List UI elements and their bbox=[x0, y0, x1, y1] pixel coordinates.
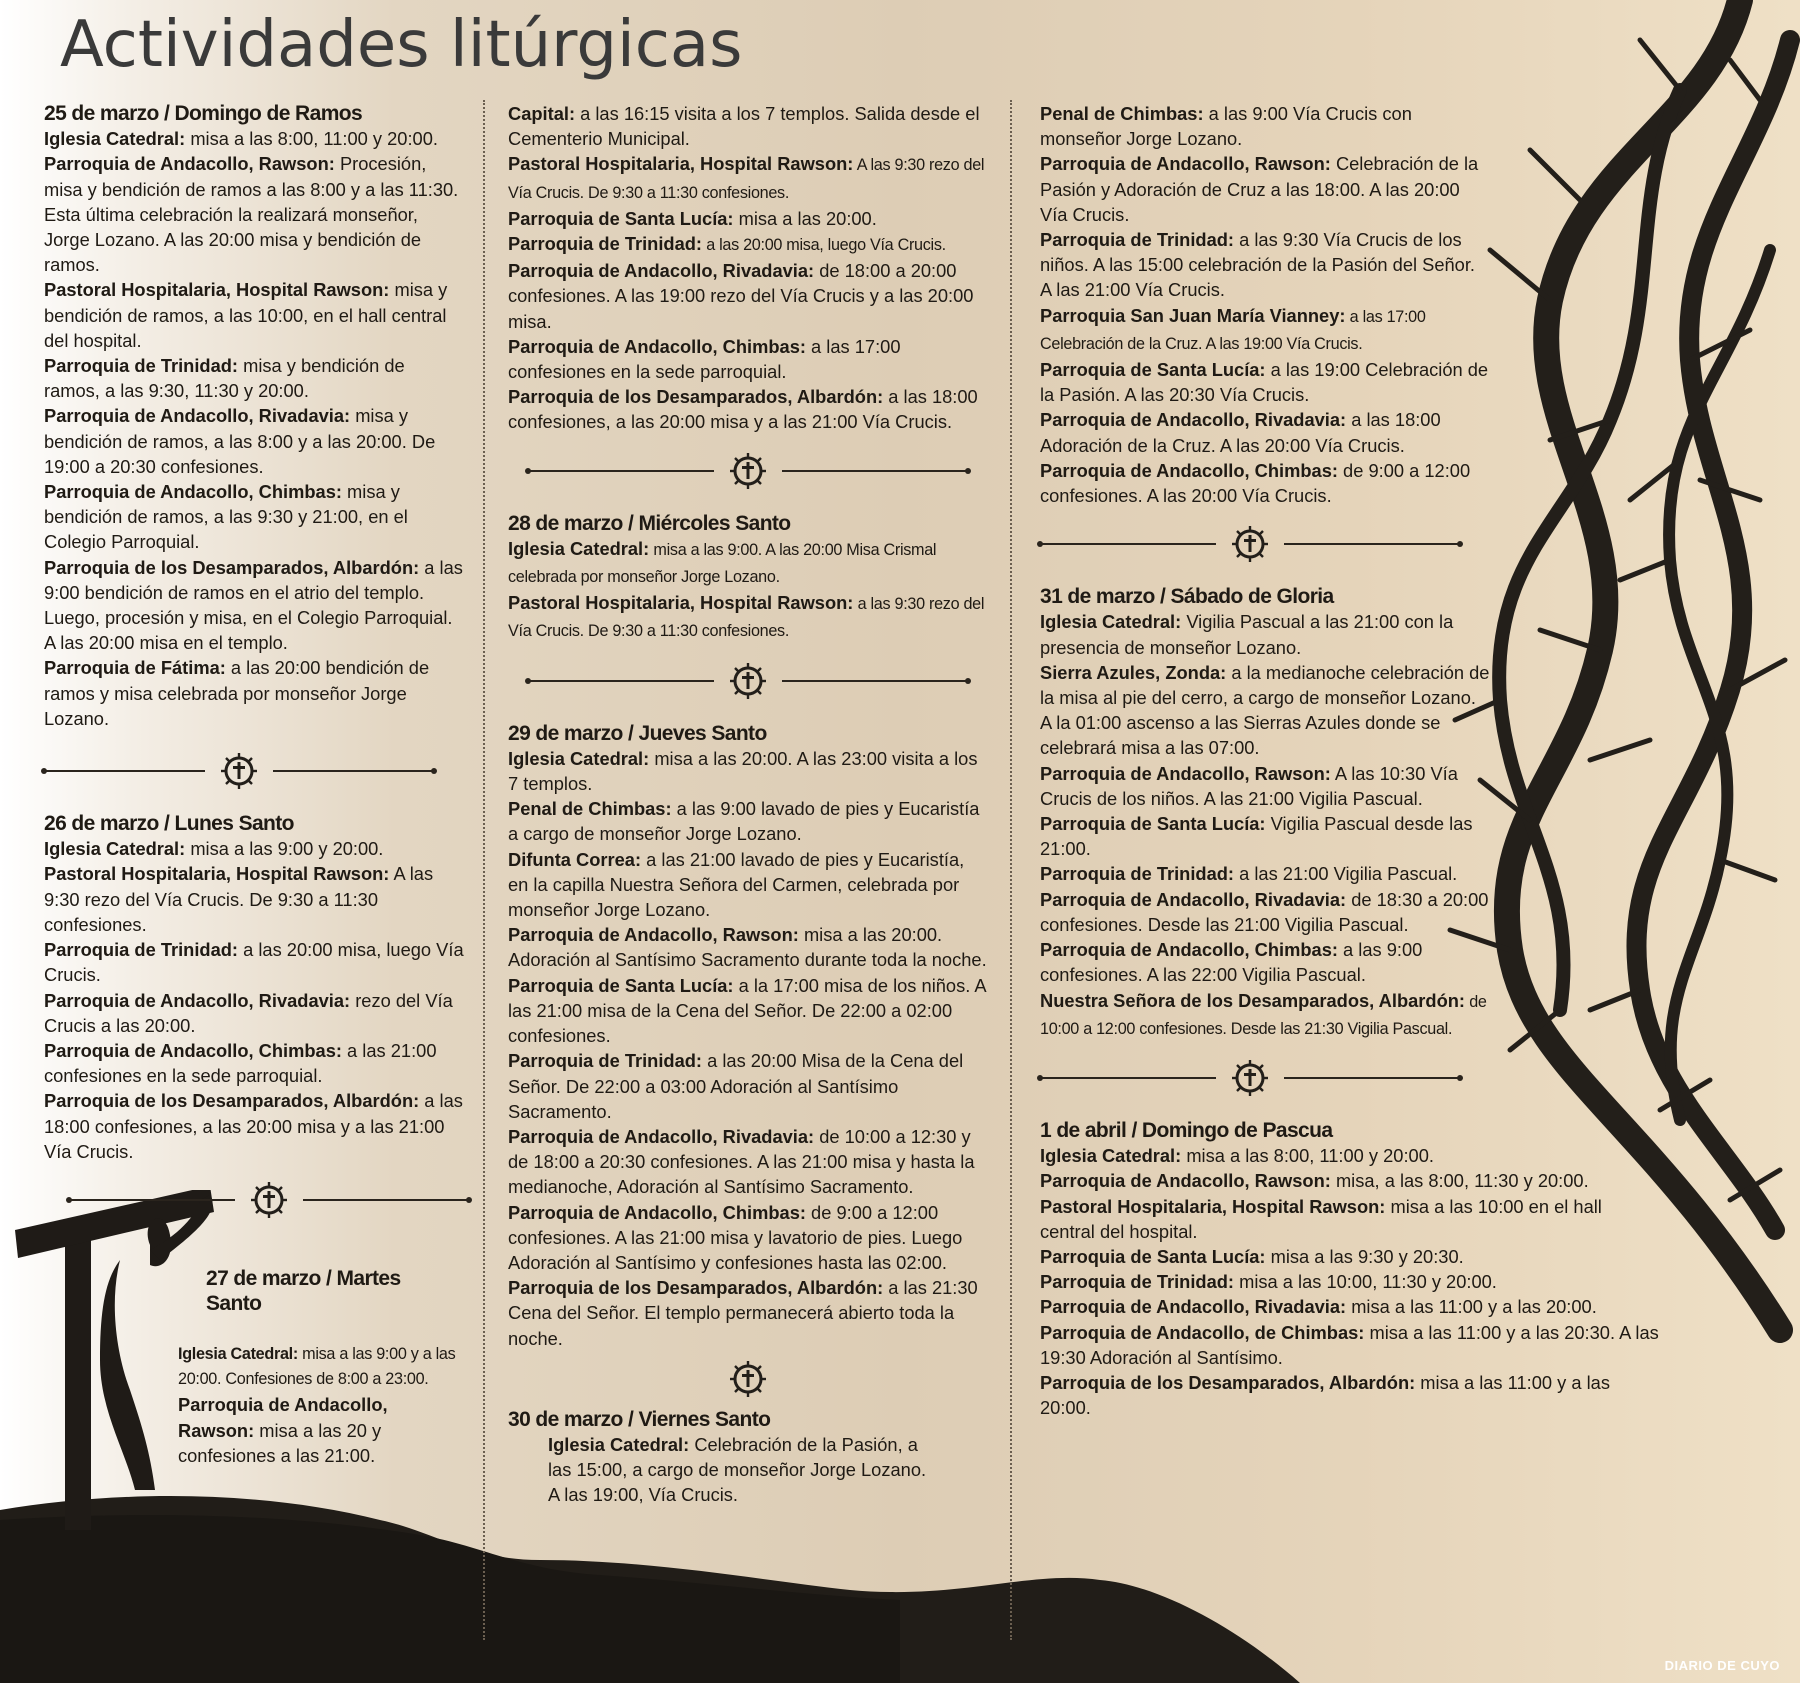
entries-d25 bbox=[44, 126, 464, 731]
entry: Parroquia de Andacollo, Chimbas: a las 9:00 confesiones. A las 22:00 Vigilia Pascual. bbox=[1040, 939, 1423, 986]
entry: Parroquia de Andacollo, Chimbas: a las 21:00 confesiones en la sede parroquial. bbox=[44, 1039, 437, 1087]
column-1 bbox=[44, 101, 464, 1240]
entry: Iglesia Catedral: Vigilia Pascual a las 21:00 con la presencia de monseñor Lozano. bbox=[1040, 611, 1454, 658]
entry: Parroquia de Andacollo, Chimbas: de 9:00 a 12:00 confesiones. A las 20:00 Vía Crucis. bbox=[1040, 459, 1471, 507]
entry: Parroquia de Andacollo, Rawson: Celebración de la Pasión y Adoración de Cruz a las 18:00. A las 20:00 Vía Crucis. bbox=[1040, 153, 1479, 225]
entry: Pastoral Hospitalaria, Hospital Rawson: A las 9:30 rezo del Vía Crucis. De 9:30 a 11:30 confesiones. bbox=[44, 863, 434, 935]
entry: Parroquia de Andacollo, Rivadavia: misa y bendición de ramos, a las 8:00 y a las 20:00. De 19:00 a 20:30 confesiones. bbox=[44, 405, 436, 477]
crown-cross-icon bbox=[1230, 524, 1270, 564]
section-separator bbox=[69, 1180, 469, 1220]
entry: Parroquia de Trinidad: a las 21:00 Vigilia Pascual. bbox=[1040, 863, 1458, 885]
entry: Pastoral Hospitalaria, Hospital Rawson: A las 9:30 rezo del Vía Crucis. De 9:30 a 11:30 confesiones. bbox=[508, 153, 985, 202]
entry: Parroquia de Andacollo, Rivadavia: de 18:00 a 20:00 confesiones. A las 19:00 rezo del Vía Crucis y a las 20:00 misa. bbox=[508, 260, 974, 332]
entry: Parroquia de los Desamparados, Albardón: a las 18:00 confesiones, a las 20:00 misa y a las 21:00 Vía Crucis. bbox=[44, 1090, 463, 1162]
entry: Parroquia de Andacollo, Chimbas: a las 17:00 confesiones en la sede parroquial. bbox=[508, 335, 901, 383]
entry: Parroquia de Santa Lucía: misa a las 20:00. bbox=[508, 207, 877, 229]
entry: Parroquia de Trinidad: misa a las 10:00, 11:30 y 20:00. bbox=[1040, 1271, 1497, 1293]
section-separator bbox=[528, 1359, 968, 1399]
entry: Difunta Correa: a las 21:00 lavado de pies y Eucaristía, en la capilla Nuestra Señora del Carmen, celebrada por monseñor Jorge Lozano. bbox=[508, 848, 965, 921]
column-2 bbox=[508, 101, 988, 1508]
entry: Parroquia de Andacollo, Rawson: misa a las 20:00. Adoración al Santísimo Sacramento durante toda la noche. bbox=[508, 924, 987, 971]
entry: Parroquia de los Desamparados, Albardón: a las 9:00 bendición de ramos en el atrio del templo. Luego, procesión y misa, en el Colegio Parroquial. A las 20:00 misa en el templo. bbox=[44, 556, 463, 654]
entry: Sierra Azules, Zonda: a la medianoche celebración de la misa al pie del cerro, a cargo de monseñor Lozano. A la 01:00 ascenso a las Sierras Azules donde se celebrará misa a las 07:00. bbox=[1040, 661, 1490, 759]
crown-cross-icon bbox=[1230, 1058, 1270, 1098]
section-heading: 25 de marzo / Domingo de Ramos bbox=[44, 102, 363, 125]
entry: Pastoral Hospitalaria, Hospital Rawson: misa y bendición de ramos, a las 10:00, en el hall central del hospital. bbox=[44, 279, 448, 351]
entry: Parroquia de Trinidad: a las 9:30 Vía Crucis de los niños. A las 15:00 celebración de la Pasión del Señor. A las 21:00 Vía Crucis. bbox=[1040, 229, 1475, 301]
entry: Parroquia de los Desamparados, Albardón: misa a las 11:00 y a las 20:00. bbox=[1040, 1371, 1610, 1419]
entry: Parroquia de Santa Lucía: misa a las 9:30 y 20:30. bbox=[1040, 1245, 1464, 1267]
entries-d26 bbox=[44, 836, 464, 1164]
section-heading: 30 de marzo / Viernes Santo bbox=[508, 1407, 771, 1431]
entry: Parroquia de Andacollo, de Chimbas: misa a las 11:00 y a las 20:30. A las 19:30 Adoración al Santísimo. bbox=[1040, 1321, 1659, 1368]
entries-d1 bbox=[1040, 1143, 1660, 1420]
entry: Penal de Chimbas: a las 9:00 Vía Crucis con monseñor Jorge Lozano. bbox=[1040, 103, 1412, 150]
section-heading: 27 de marzo / Martes Santo bbox=[206, 1267, 401, 1315]
column-3 bbox=[1040, 101, 1659, 1420]
crown-cross-icon bbox=[728, 1359, 768, 1399]
section-separator bbox=[1040, 1058, 1460, 1098]
source-credit: DIARIO DE CUYO bbox=[1664, 1658, 1780, 1673]
entry: Parroquia de Trinidad: a las 20:00 misa, luego Vía Crucis. bbox=[508, 233, 946, 255]
entry: Capital: a las 16:15 visita a los 7 templos. Salida desde el Cementerio Municipal. bbox=[508, 103, 980, 150]
entry: Parroquia de Andacollo, Rivadavia: a las 18:00 Adoración de la Cruz. A las 20:00 Vía Crucis. bbox=[1040, 409, 1441, 456]
entry: Parroquia de Fátima: a las 20:00 bendición de ramos y misa celebrada por monseñor Jorge Lozano. bbox=[44, 657, 430, 729]
entry: Parroquia de Andacollo, Rivadavia: de 18:30 a 20:00 confesiones. Desde las 21:00 Vigilia Pascual. bbox=[1040, 888, 1489, 935]
entries-d31 bbox=[1040, 609, 1490, 1041]
entry: Parroquia de Trinidad: misa y bendición de ramos, a las 9:30, 11:30 y 20:00. bbox=[44, 355, 405, 402]
page-title: Actividades litúrgicas bbox=[60, 8, 743, 82]
section-separator bbox=[1040, 524, 1460, 564]
entry: Iglesia Catedral: Celebración de la Pasión, a las 15:00, a cargo de monseñor Jorge Lozano. A las 19:00, Vía Crucis. bbox=[548, 1433, 927, 1506]
entry: Iglesia Catedral: misa a las 9:00 y 20:00. bbox=[44, 838, 384, 860]
crown-cross-icon bbox=[728, 661, 768, 701]
entry: Parroquia de Andacollo, Chimbas: misa y bendición de ramos, a las 9:30 y 21:00, en el Colegio Parroquial. bbox=[44, 481, 408, 553]
entry: Parroquia de Andacollo, Rawson: misa a las 20 y confesiones a las 21:00. bbox=[178, 1394, 388, 1466]
entry: Iglesia Catedral: misa a las 8:00, 11:00 y 20:00. bbox=[1040, 1145, 1434, 1167]
entry: Parroquia de Andacollo, Rivadavia: rezo del Vía Crucis a las 20:00. bbox=[44, 989, 453, 1036]
entry: Parroquia de Trinidad: a las 20:00 misa, luego Vía Crucis. bbox=[44, 939, 464, 986]
entry: Parroquia de Andacollo, Rivadavia: de 10:00 a 12:30 y de 18:00 a 20:30 confesiones. A las 21:00 misa y hasta la medianoche, Adoración al Santísimo Sacramento. bbox=[508, 1125, 975, 1198]
entry: Parroquia de los Desamparados, Albardón: a las 21:30 Cena del Señor. El templo permanecerá abierto toda la noche. bbox=[508, 1277, 978, 1349]
entry: Pastoral Hospitalaria, Hospital Rawson: a las 9:30 rezo del Vía Crucis. De 9:30 a 11:30 confesiones. bbox=[508, 592, 985, 641]
column-divider bbox=[1010, 100, 1012, 1640]
entry: Pastoral Hospitalaria, Hospital Rawson: misa a las 10:00 en el hall central del hospital. bbox=[1040, 1195, 1602, 1242]
entry: Parroquia de Andacollo, Rivadavia: misa a las 11:00 y a las 20:00. bbox=[1040, 1296, 1597, 1318]
entry: Parroquia de Andacollo, Rawson: Procesión, misa y bendición de ramos a las 8:00 y a las 11:30. Esta última celebración la realizará monseñor, Jorge Lozano. A las 20:00 misa y bendición de ramos. bbox=[44, 153, 459, 276]
entry: Parroquia San Juan María Vianney: a las 17:00 Celebración de la Cruz. A las 19:00 Vía Crucis. bbox=[1040, 304, 1426, 353]
section-separator bbox=[528, 661, 968, 701]
crown-cross-icon bbox=[219, 751, 259, 791]
crown-cross-icon bbox=[249, 1180, 289, 1220]
crown-cross-icon bbox=[728, 451, 768, 491]
entry: Parroquia de Santa Lucía: Vigilia Pascual desde las 21:00. bbox=[1040, 813, 1473, 860]
entries-d29 bbox=[508, 746, 988, 1351]
entry: Parroquia de Santa Lucía: a la 17:00 misa de los niños. A las 21:00 misa de la Cena del Señor. De 22:00 a 02:00 confesiones. bbox=[508, 974, 986, 1047]
entries-d27-start bbox=[178, 1342, 458, 1468]
section-separator bbox=[528, 451, 968, 491]
entry: Parroquia de los Desamparados, Albardón: a las 18:00 confesiones, a las 20:00 misa y a las 21:00 Vía Crucis. bbox=[508, 386, 978, 433]
section-heading: 28 de marzo / Miércoles Santo bbox=[508, 511, 791, 535]
entry: Parroquia de Trinidad: a las 20:00 Misa de la Cena del Señor. De 22:00 a 03:00 Adoración al Santísimo Sacramento. bbox=[508, 1050, 964, 1122]
entry: Iglesia Catedral: misa a las 20:00. A las 23:00 visita a los 7 templos. bbox=[508, 747, 978, 795]
section-heading: 31 de marzo / Sábado de Gloria bbox=[1040, 585, 1334, 609]
entry: Iglesia Catedral: misa a las 8:00, 11:00 y 20:00. bbox=[44, 128, 438, 150]
section-separator bbox=[44, 751, 434, 791]
entry: Parroquia de Santa Lucía: a las 19:00 Celebración de la Pasión. A las 20:30 Vía Crucis. bbox=[1040, 359, 1489, 406]
section-heading: 29 de marzo / Jueves Santo bbox=[508, 721, 767, 745]
column-divider bbox=[483, 100, 485, 1640]
entry: Iglesia Catedral: misa a las 9:00 y a las 20:00. Confesiones de 8:00 a 23:00. bbox=[178, 1345, 456, 1389]
section-heading: 26 de marzo / Lunes Santo bbox=[44, 812, 294, 836]
entry: Nuestra Señora de los Desamparados, Albardón: de 10:00 a 12:00 confesiones. Desde las 21:30 Vigilia Pascual. bbox=[1040, 989, 1487, 1038]
entry: Parroquia de Andacollo, Chimbas: de 9:00 a 12:00 confesiones. A las 21:00 misa y lavatorio de pies. Luego Adoración al Santísimo y confesiones hasta las 02:00. bbox=[508, 1201, 963, 1273]
entry: Iglesia Catedral: misa a las 9:00. A las 20:00 Misa Crismal celebrada por monseñor Jorge Lozano. bbox=[508, 537, 937, 587]
entry: Penal de Chimbas: a las 9:00 lavado de pies y Eucaristía a cargo de monseñor Jorge Lozano. bbox=[508, 798, 980, 845]
entry: Parroquia de Andacollo, Rawson: A las 10:30 Vía Crucis de los niños. A las 21:00 Vigilia Pascual. bbox=[1040, 762, 1458, 809]
section-heading: 1 de abril / Domingo de Pascua bbox=[1040, 1118, 1333, 1142]
entry: Parroquia de Andacollo, Rawson: misa, a las 8:00, 11:30 y 20:00. bbox=[1040, 1170, 1589, 1192]
